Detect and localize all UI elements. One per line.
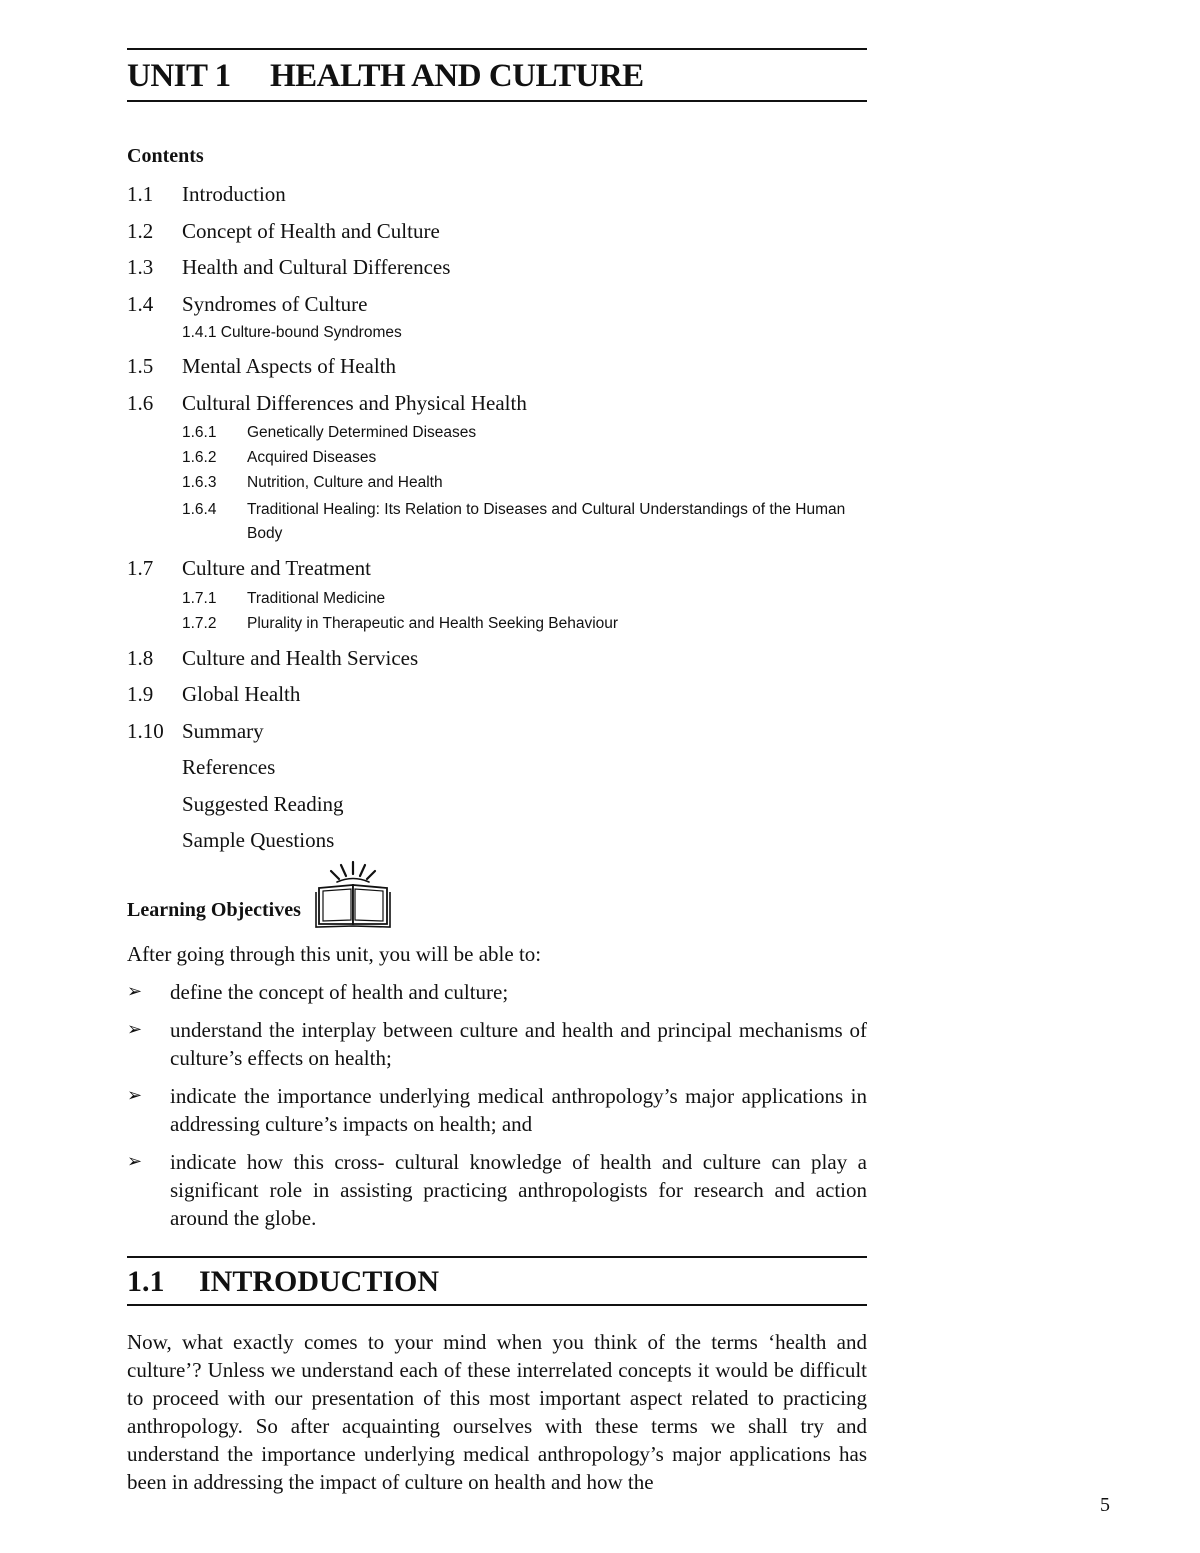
toc-item[interactable]: 1.10 Summary [127,718,264,743]
toc-subitem[interactable]: 1.7.1 Traditional Medicine [182,589,386,607]
toc-item[interactable]: Suggested Reading [182,791,344,816]
section-title [127,1264,867,1300]
arrow-bullet-icon: ➢ [127,981,143,1002]
toc-item[interactable]: 1.9 Global Health [127,682,301,706]
contents-heading: Contents [127,145,204,167]
toc-item[interactable]: 1.6 Cultural Differences and Physical Health [127,390,527,415]
page-number: 5 [1100,1494,1110,1516]
section-number: 1.1 [127,1265,165,1298]
arrow-bullet-icon: ➢ [127,1019,143,1040]
toc-item[interactable]: 1.2 Concept of Health and Culture [127,218,440,243]
learning-objectives-heading: Learning Objectives [127,899,301,921]
list-item: ➢ define the concept of health and culture; [127,980,509,1004]
toc-item[interactable]: 1.3 Health and Cultural Differences [127,255,451,279]
toc-subitem[interactable]: 1.6.2 Acquired Diseases [182,449,377,466]
learning-objectives-header [127,858,867,928]
table-of-contents [127,182,867,852]
arrow-bullet-icon: ➢ [127,1085,143,1106]
objectives-list [127,978,867,1232]
toc-item[interactable]: 1.7 Culture and Treatment [127,556,371,580]
toc-subitem[interactable]: 1.6.1 Genetically Determined Diseases [182,424,477,441]
title-top-rule [127,48,867,50]
unit-title-text: HEALTH AND CULTURE [270,58,644,94]
unit-title [127,56,867,96]
toc-subitem[interactable]: 1.6.4 Traditional Healing: Its Relation to Diseases and Cultural Understandings of the Human Body [182,501,846,542]
toc-subitem[interactable]: 1.6.3 Nutrition, Culture and Health [182,474,443,491]
book-icon [313,858,393,928]
title-bottom-rule [127,100,867,102]
section-top-rule [127,1256,867,1258]
introduction-paragraph: Now, what exactly comes to your mind when you think of the terms ‘health and culture’? Unless we understand each of these interrelated concepts it would be difficult to proceed with our presentation of this most important aspect related to practicing anthropology. So after acquainting ourselves with these terms we shall try and understand the importance underlying medical anthropology’s major applications has been in addressing the impact of culture on health and how the [127,1330,867,1494]
list-item: ➢ indicate the importance underlying medical anthropology’s major applications in addressing culture’s impacts on health; and [127,1084,867,1136]
toc-subitem[interactable]: 1.7.2 Plurality in Therapeutic and Health Seeking Behaviour [182,614,619,632]
document-page [127,48,867,1496]
toc-item[interactable]: References [182,755,276,779]
section-bottom-rule [127,1304,867,1306]
list-item: ➢ indicate how this cross- cultural knowledge of health and culture can play a significant role in assisting practicing anthropologists for research and action around the globe. [127,1150,867,1230]
toc-item[interactable]: 1.8 Culture and Health Services [127,645,419,670]
toc-item[interactable]: 1.5 Mental Aspects of Health [127,354,397,378]
arrow-bullet-icon: ➢ [127,1151,143,1172]
list-item: ➢ understand the interplay between culture and health and principal mechanisms of culture’s effects on health; [127,1018,867,1070]
toc-subitem[interactable]: 1.4.1 Culture-bound Syndromes [182,324,402,341]
objectives-intro: After going through this unit, you will be able to: [127,942,542,966]
section-title-text: INTRODUCTION [199,1265,440,1298]
toc-item[interactable]: Sample Questions [182,828,335,852]
toc-item[interactable]: 1.1 Introduction [127,182,286,206]
toc-item[interactable]: 1.4 Syndromes of Culture [127,291,368,316]
unit-number: UNIT 1 [127,58,231,94]
